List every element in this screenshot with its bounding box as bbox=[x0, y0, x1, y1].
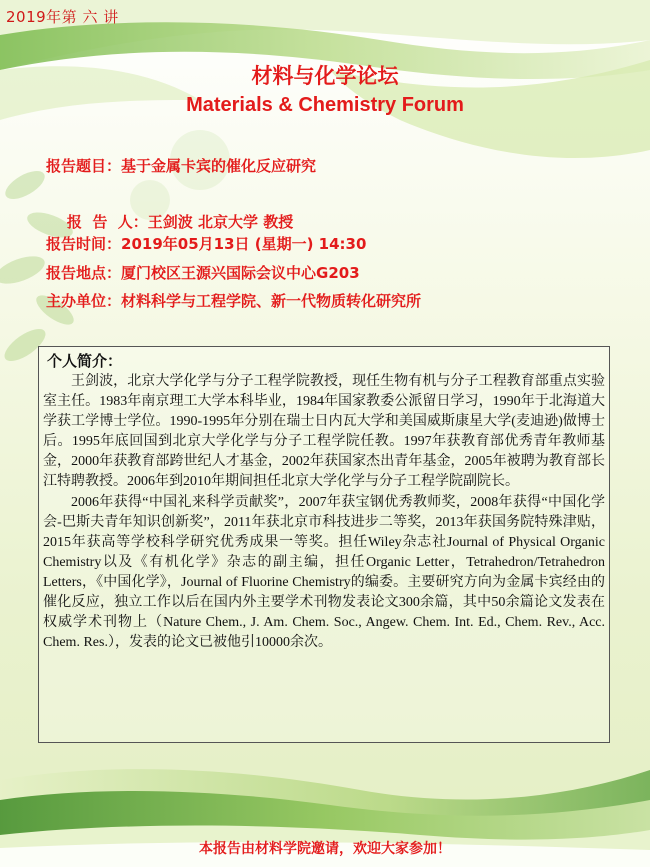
info-value: 基于金属卡宾的催化反应研究 bbox=[121, 157, 317, 175]
info-label: 报 告 人： bbox=[66, 213, 148, 231]
info-label: 报告时间： bbox=[46, 235, 122, 253]
info-row-speaker bbox=[46, 193, 294, 231]
footer-note: 本报告由材料学院邀请，欢迎大家参加！ bbox=[199, 841, 451, 857]
info-row-location bbox=[46, 262, 360, 286]
info-row-topic bbox=[46, 155, 316, 179]
info-row-organizer bbox=[46, 290, 421, 314]
bio-paragraph: 王剑波，北京大学化学与分子工程学院教授，现任生物有机与分子工程教育部重点实验室主任。1983年南京理工大学本科毕业，1984年国家教委公派留日学习，1990年于北海道大学获工学博士学位。1990-1995年分别在瑞士日内瓦大学和美国威斯康星大学(麦迪逊)做博士后。1995年底回国到北京大学化学与分子工程学院任教。1997年获教育部优秀青年教师基金，2000年获教育部跨世纪人才基金，2002年获国家杰出青年基金，2005年被聘为教育部长江特聘教授。2006年到2010年期间担任北京大学化学与分子工程学院副院长。 bbox=[43, 374, 605, 490]
series-label: 2019年第 六 讲 bbox=[6, 8, 119, 26]
info-label: 报告地点： bbox=[46, 264, 122, 282]
info-value: 2019年05月13日 (星期一) 14:30 bbox=[121, 235, 367, 253]
info-label: 报告题目： bbox=[46, 157, 122, 175]
bio-paragraph: 2006年获得“中国礼来科学贡献奖”，2007年获宝钢优秀教师奖，2008年获得“中国化学会-巴斯夫青年知识创新奖”，2011年获北京市科技进步二等奖，2013年获国务院特殊津贴，2015年获高等学校科学研究优秀成果一等奖。担任Wiley杂志社Journal of Physical Organic Chemistry以及《有机化学》杂志的副主编，担任Organic Letter，Tetrahedron/Tetrahedron Letters，《中国化学》，Journal of Fluorine Chemistry的编委。主要研究方向为金属卡宾经由的催化反应，独立工作以后在国内外主要学术刊物发表论文300余篇，其中50余篇论文发表在权威学术刊物上（Nature Chem., J. Am. Chem. Soc., Angew. Chem. Int. Ed., Chem. Rev., Acc. Chem. Res.），发表的论文已被他引10000余次。 bbox=[43, 494, 605, 651]
forum-title-en: Materials & Chemistry Forum bbox=[186, 94, 464, 116]
bio-heading: 个人简介： bbox=[47, 352, 123, 370]
info-value: 王剑波 北京大学 教授 bbox=[147, 213, 294, 231]
bio-box bbox=[38, 346, 610, 743]
info-label: 主办单位： bbox=[46, 292, 122, 310]
bio-text bbox=[43, 372, 605, 653]
forum-title-zh: 材料与化学论坛 bbox=[251, 64, 399, 88]
info-value: 材料科学与工程学院、新一代物质转化研究所 bbox=[121, 292, 422, 310]
info-value: 厦门校区王源兴国际会议中心G203 bbox=[121, 264, 360, 282]
info-row-time bbox=[46, 233, 366, 257]
